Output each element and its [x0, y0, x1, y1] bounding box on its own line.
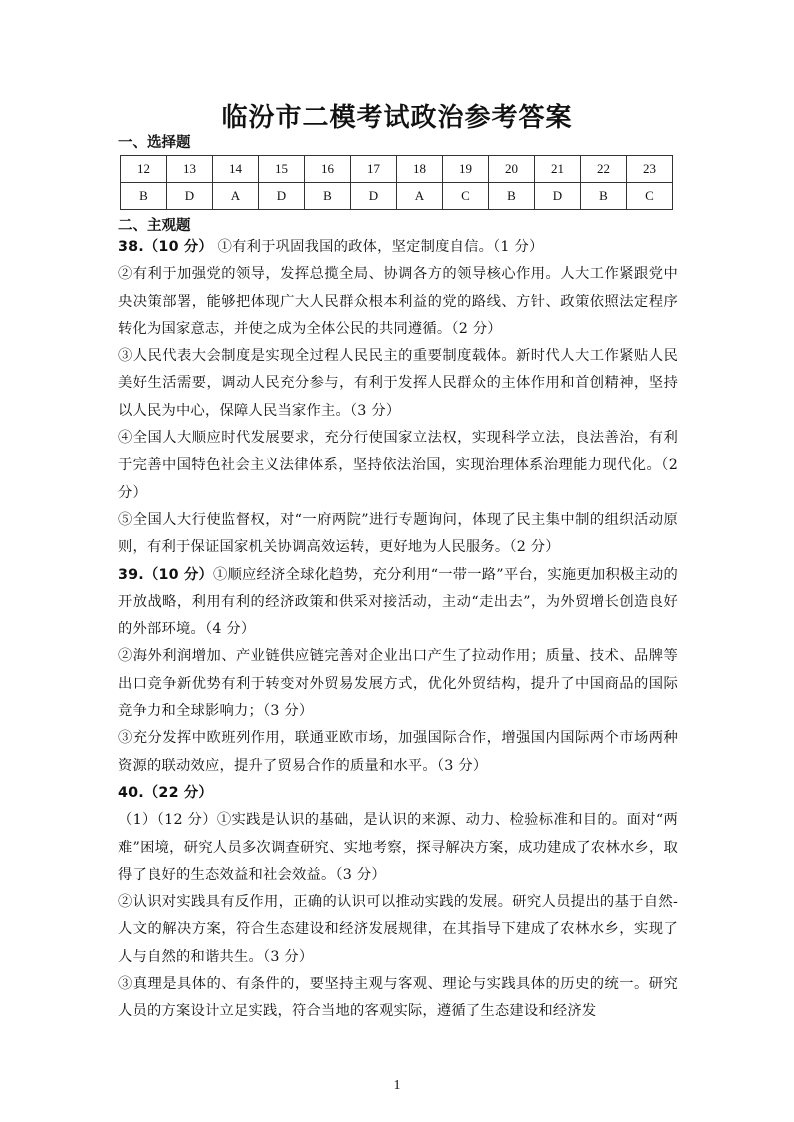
q39-item-2: ②海外利润增加、产业链供应链完善对企业出口产生了拉动作用；质量、技术、品牌等出口竞争新优势有利于转变对外贸易发展方式，优化外贸结构，提升了中国商品的国际竞争力和全球影响力；（3 分）: [118, 648, 678, 720]
answer-cell: C: [443, 183, 489, 210]
question-number-cell: 19: [443, 156, 489, 183]
question-number-cell: 23: [627, 156, 673, 183]
q38-item-1: [118, 234, 678, 261]
q40-sub1-label: （1）（12 分）: [118, 812, 217, 829]
answer-cell: A: [397, 183, 443, 210]
question-number-cell: 22: [581, 156, 627, 183]
answer-cell: A: [213, 183, 259, 210]
q40-item-2: ②认识对实践具有反作用，正确的认识可以推动实践的发展。研究人员提出的基于自然-人文的解决方案，符合生态建设和经济发展规律，在其指导下建成了农林水乡，实现了人与自然的和谐共生。（3 分）: [118, 894, 678, 965]
answer-cell: D: [167, 183, 213, 210]
question-number-cell: 18: [397, 156, 443, 183]
q40-item-3: ③真理是具体的、有条件的，要坚持主观与客观、理论与实践具体的历史的统一。研究人员的方案设计立足实践，符合当地的客观实际，遵循了生态建设和经济发: [118, 976, 678, 1020]
answer-cell: B: [489, 183, 535, 210]
answer-cell: B: [305, 183, 351, 210]
question-number-cell: 16: [305, 156, 351, 183]
q38-item-2: ②有利于加强党的领导，发挥总揽全局、协调各方的领导核心作用。人大工作紧跟党中央决策部署，能够把体现广大人民群众根本利益的党的路线、方针、政策依照法定程序转化为国家意志，并使之成为全体公民的共同遵循。（2 分）: [118, 266, 678, 337]
q40-point-1: ①实践是认识的基础，是认识的来源、动力、检验标准和目的。面对“两难”困境，研究人员多次调查研究、实地考察，探寻解决方案，成功建成了农林水乡，取得了良好的生态效益和社会效益。（3 分）: [118, 812, 678, 883]
q39-item-3: ③充分发挥中欧班列作用，联通亚欧市场，加强国际合作，增强国内国际两个市场两种资源的联动效应，提升了贸易合作的质量和水平。（3 分）: [118, 730, 678, 774]
answer-cell: D: [259, 183, 305, 210]
q39-item-1: [118, 562, 678, 644]
question-number-cell: 12: [121, 156, 167, 183]
question-number-cell: 15: [259, 156, 305, 183]
section-heading-subjective: 二、主观题: [118, 218, 191, 234]
q40-label: 40.（22 分）: [118, 784, 213, 801]
question-number-cell: 20: [489, 156, 535, 183]
answer-cell: D: [535, 183, 581, 210]
answer-body: [118, 234, 678, 1026]
question-number-cell: 21: [535, 156, 581, 183]
question-number-cell: 17: [351, 156, 397, 183]
q39-label: 39.（10 分）: [118, 566, 213, 583]
q38-item-4: ④全国人大顺应时代发展要求，充分行使国家立法权，实现科学立法，良法善治，有利于完善中国特色社会主义法律体系，坚持依法治国，实现治理体系治理能力现代化。（2 分）: [118, 430, 678, 501]
section-heading-choice: 一、选择题: [118, 135, 191, 151]
question-number-cell: 13: [167, 156, 213, 183]
q40-item-1: [118, 807, 678, 889]
page-title: 临汾市二模考试政治参考答案: [221, 103, 573, 133]
answer-row: [121, 183, 673, 210]
q38-item-5: ⑤全国人大行使监督权，对“一府两院”进行专题询问，体现了民主集中制的组织活动原则，有利于保证国家机关协调高效运转，更好地为人民服务。（2 分）: [118, 511, 678, 556]
q38-label: 38.（10 分）: [118, 239, 213, 255]
answer-table: [120, 155, 673, 210]
answer-cell: B: [121, 183, 167, 210]
page-number: 1: [393, 1078, 401, 1093]
question-number-row: [121, 156, 673, 183]
question-number-cell: 14: [213, 156, 259, 183]
q40-heading: [118, 780, 678, 807]
q38-point-1: ①有利于巩固我国的政体，坚定制度自信。（1 分）: [217, 239, 544, 255]
q38-item-3: ③人民代表大会制度是实现全过程人民民主的重要制度载体。新时代人大工作紧贴人民美好生活需要，调动人民充分参与，有利于发挥人民群众的主体作用和首创精神，坚持以人民为中心，保障人民当家作主。（3 分）: [118, 348, 678, 419]
answer-cell: C: [627, 183, 673, 210]
answer-cell: D: [351, 183, 397, 210]
q39-point-1: ①顺应经济全球化趋势，充分利用“一带一路”平台，实施更加积极主动的开放战略，利用有利的经济政策和供采对接活动，主动“走出去”，为外贸增长创造良好的外部环境。（4 分）: [118, 566, 678, 638]
answer-cell: B: [581, 183, 627, 210]
